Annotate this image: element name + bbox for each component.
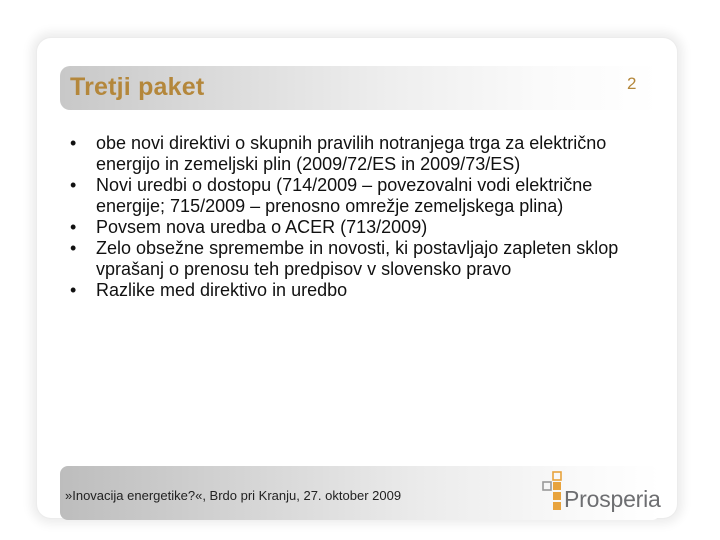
bullet-marker: • [70, 280, 77, 301]
bullet-text: obe novi direktivi o skupnih pravilih notranjega trga za električno energijo in zemeljski plin (2009/72/ES in 2009/73/ES) [96, 133, 607, 174]
bullet-item [70, 175, 630, 216]
bullet-text: Povsem nova uredba o ACER (713/2009) [96, 216, 428, 237]
bullet-marker: • [70, 238, 77, 259]
slide-title: Tretji paket [70, 73, 205, 101]
page-number: 2 [627, 74, 637, 93]
bullet-item [70, 280, 630, 301]
bullet-text: Zelo obsežne spremembe in novosti, ki postavljajo zapleten sklop vprašanj o prenosu teh predpisov v slovensko pravo [96, 238, 619, 279]
bullet-text: Novi uredbi o dostopu (714/2009 – povezovalni vodi električne energije; 715/2009 – prenosno omrežje zemeljskega plina) [96, 174, 593, 216]
bullet-item [70, 217, 630, 238]
bullet-item [70, 133, 630, 174]
footer-text: »Inovacija energetike?«, Brdo pri Kranju, 27. oktober 2009 [65, 488, 402, 503]
bullet-item [70, 238, 630, 279]
bullet-text: Razlike med direktivo in uredbo [96, 280, 348, 301]
bullet-list [70, 133, 630, 302]
bullet-marker: • [70, 174, 77, 195]
prosperia-squares-logo-icon [540, 471, 566, 515]
bullet-marker: • [70, 216, 77, 237]
bullet-marker: • [70, 133, 77, 153]
prosperia-logo [540, 471, 670, 517]
logo-wordmark: Prosperia [564, 486, 661, 512]
